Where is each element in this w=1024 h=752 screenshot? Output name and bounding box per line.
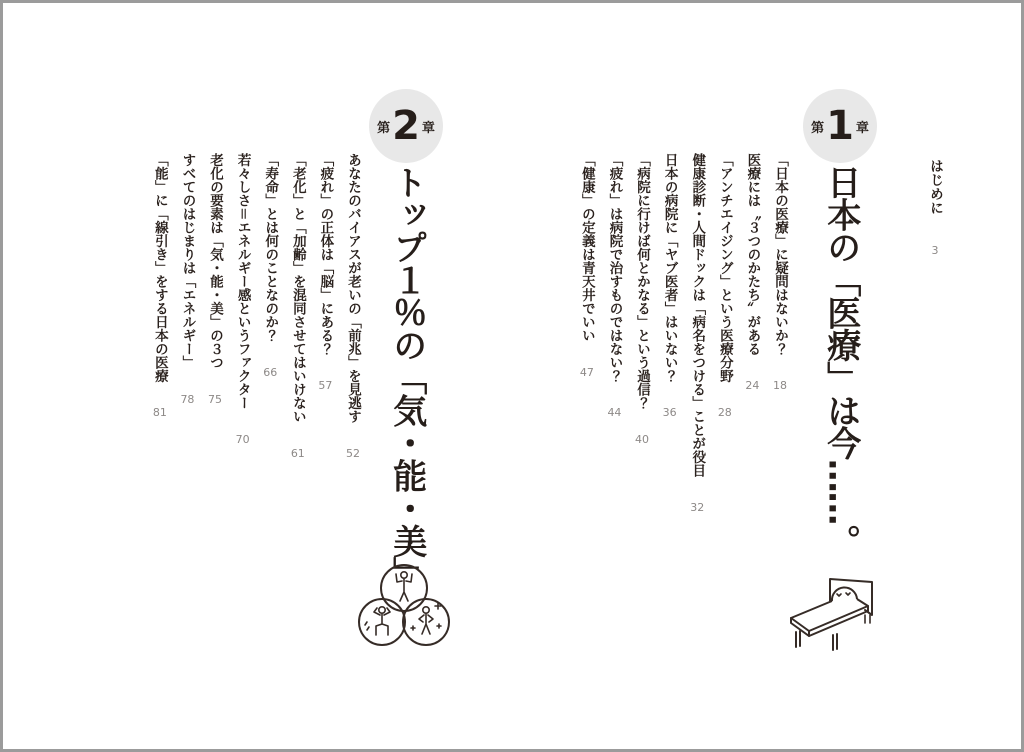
toc-entry [572,153,600,555]
chapter1-title: 日本の「医療」は今……。 [820,165,861,557]
three-circles-figures-icon [353,556,453,656]
chapter1-badge [803,89,877,163]
strong-figure-icon [396,572,412,601]
chapter1-toc [572,153,793,555]
toc-entry-text: 老化の要素は「気・能・美」の３つ [207,153,224,369]
sleeping-bed-icon [773,553,903,663]
toc-entry [655,153,683,555]
toc-entry-text: 「健康」の定義は青天井でいい [578,153,595,342]
toc-entry [627,153,655,555]
toc-entry [228,153,256,555]
toc-entry-text: 健康診断・人間ドックは「病名をつける」ことが役目 [689,153,706,477]
toc-entry [338,153,366,555]
toc-entry-page: 28 [717,406,732,420]
toc-entry [283,153,311,555]
chapter1-badge-number: 1 [826,103,854,149]
toc-entry [683,153,711,555]
toc-entry [710,153,738,555]
toc-entry-text: 「疲れ」は病院で治すものではない？ [606,153,623,383]
chapter2-badge [369,89,443,163]
toc-entry-text: 「能」に「線引き」をする日本の医療 [151,153,168,383]
toc-entry [173,153,201,555]
toc-entry [311,153,339,555]
toc-entry-page: 24 [745,379,760,393]
toc-entry-text: 医療には〝３つのかたち〟がある [744,153,761,356]
chapter2-title: トップ１％の「気・能・美」 [386,165,427,590]
toc-entry-page: 61 [290,446,305,460]
toc-entry-page: 32 [690,500,705,514]
toc-entry-page: 70 [235,433,250,447]
toc-entry-page: 78 [180,392,195,406]
toc-entry-page: 36 [662,406,677,420]
toc-entry-text: すべてのはじまりは「エネルギー」 [179,153,196,369]
toc-entry-text: 「日本の医療」に疑問はないか？ [772,153,788,356]
toc-entry [145,153,173,555]
toc-entry [200,153,228,555]
chapter2-badge-suffix: 章 [421,120,435,136]
toc-entry [256,153,284,555]
intro-label: はじめに [927,159,943,215]
toc-entry-page: 52 [346,446,360,460]
chapter2-toc [145,153,366,555]
intro-page-number: 3 [931,244,939,258]
toc-entry-text: 「疲れ」の正体は「脳」にある？ [317,153,334,356]
toc-entry-text: 若々しさ＝エネルギー感というファクター [234,153,251,410]
toc-entry-text: あなたのバイアスが老いの「前兆」を見逃す [345,153,361,423]
toc-entry-page: 57 [318,379,333,393]
chapter2-badge-number: 2 [392,103,420,149]
toc-entry-page: 66 [263,365,278,379]
toc-entry-text: 「アンチエイジング」という医療分野 [716,153,733,383]
toc-entry-text: 日本の病院に「ヤブ医者」はいない？ [661,153,678,383]
toc-entry-page: 44 [607,406,622,420]
toc-entry [600,153,628,555]
toc-entry [738,153,766,555]
stretch-figure-icon [365,607,390,635]
intro-line [925,159,945,329]
toc-entry-text: 「老化」と「加齢」を混同させてはいけない [289,153,306,423]
toc-entry [765,153,793,555]
toc-entry-page: 40 [635,433,650,447]
toc-entry-text: 「寿命」とは何のことなのか？ [262,153,279,342]
toc-entry-page: 47 [579,365,594,379]
chapter2-badge-prefix: 第 [377,120,391,136]
chapter1-badge-prefix: 第 [811,120,825,136]
chapter1-heading [797,89,883,557]
toc-entry-page: 81 [152,406,167,420]
chapter1-badge-suffix: 章 [855,120,869,136]
chapter2-heading [363,89,449,589]
toc-entry-page: 18 [773,379,787,393]
toc-entry-page: 75 [208,392,223,406]
toc-entry-text: 「病院に行けば何とかなる」という過信？ [634,153,651,410]
